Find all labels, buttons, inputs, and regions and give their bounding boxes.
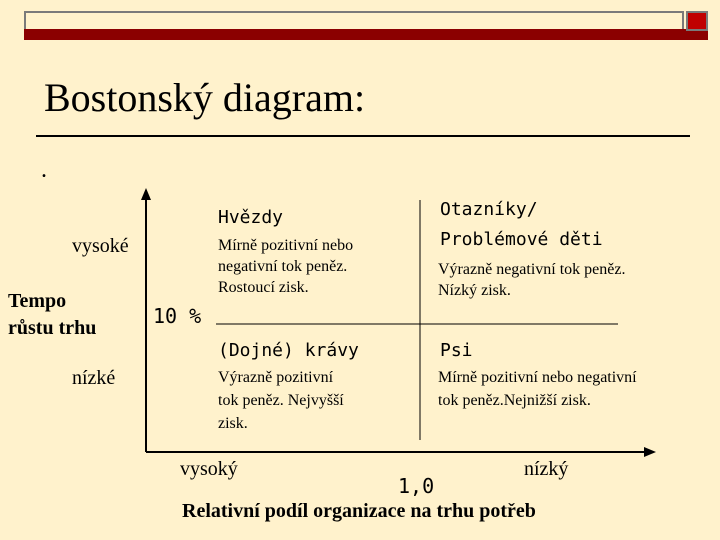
cash-cows-title: (Dojné) krávy [218,340,359,361]
y-axis-high-label: vysoké [72,235,129,257]
y-axis-low-label: nízké [72,367,116,389]
question-marks-title-line2: Problémové děti [440,229,603,250]
x-axis-title: Relativní podíl organizace na trhu potřeb [182,500,536,522]
x-axis-threshold-label: 1,0 [398,474,435,498]
x-axis-low-label: nízký [524,458,569,480]
dogs-desc-line2: tok peněz.Nejnižší zisk. [438,392,591,409]
stars-desc-line3: Rostoucí zisk. [218,279,309,296]
stars-desc-line2: negativní tok peněz. [218,258,348,275]
x-axis-high-label: vysoký [180,458,238,480]
dogs-desc-line1: Mírně pozitivní nebo negativní [438,369,637,386]
cash-cows-desc-line2: tok peněz. Nejvyšší [218,392,344,409]
slide-title: Bostonský diagram: [44,75,366,120]
y-axis-title-line2: růstu trhu [8,317,97,339]
y-axis-arrow-icon [141,188,151,200]
y-axis-threshold-label: 10 % [153,304,202,328]
dogs-title: Psi [440,340,473,361]
cash-cows-desc-line3: zisk. [218,415,248,432]
stars-desc-line1: Mírně pozitivní nebo [218,237,354,254]
y-axis-title-line1: Tempo [8,290,67,312]
bullet-dot: . [41,157,47,183]
question-marks-desc-line2: Nízký zisk. [438,282,511,299]
question-marks-title-line1: Otazníky/ [440,199,538,220]
stars-title: Hvězdy [218,207,284,228]
cash-cows-desc-line1: Výrazně pozitivní [218,369,334,386]
x-axis-arrow-icon [644,447,656,457]
question-marks-desc-line1: Výrazně negativní tok peněz. [438,261,626,278]
